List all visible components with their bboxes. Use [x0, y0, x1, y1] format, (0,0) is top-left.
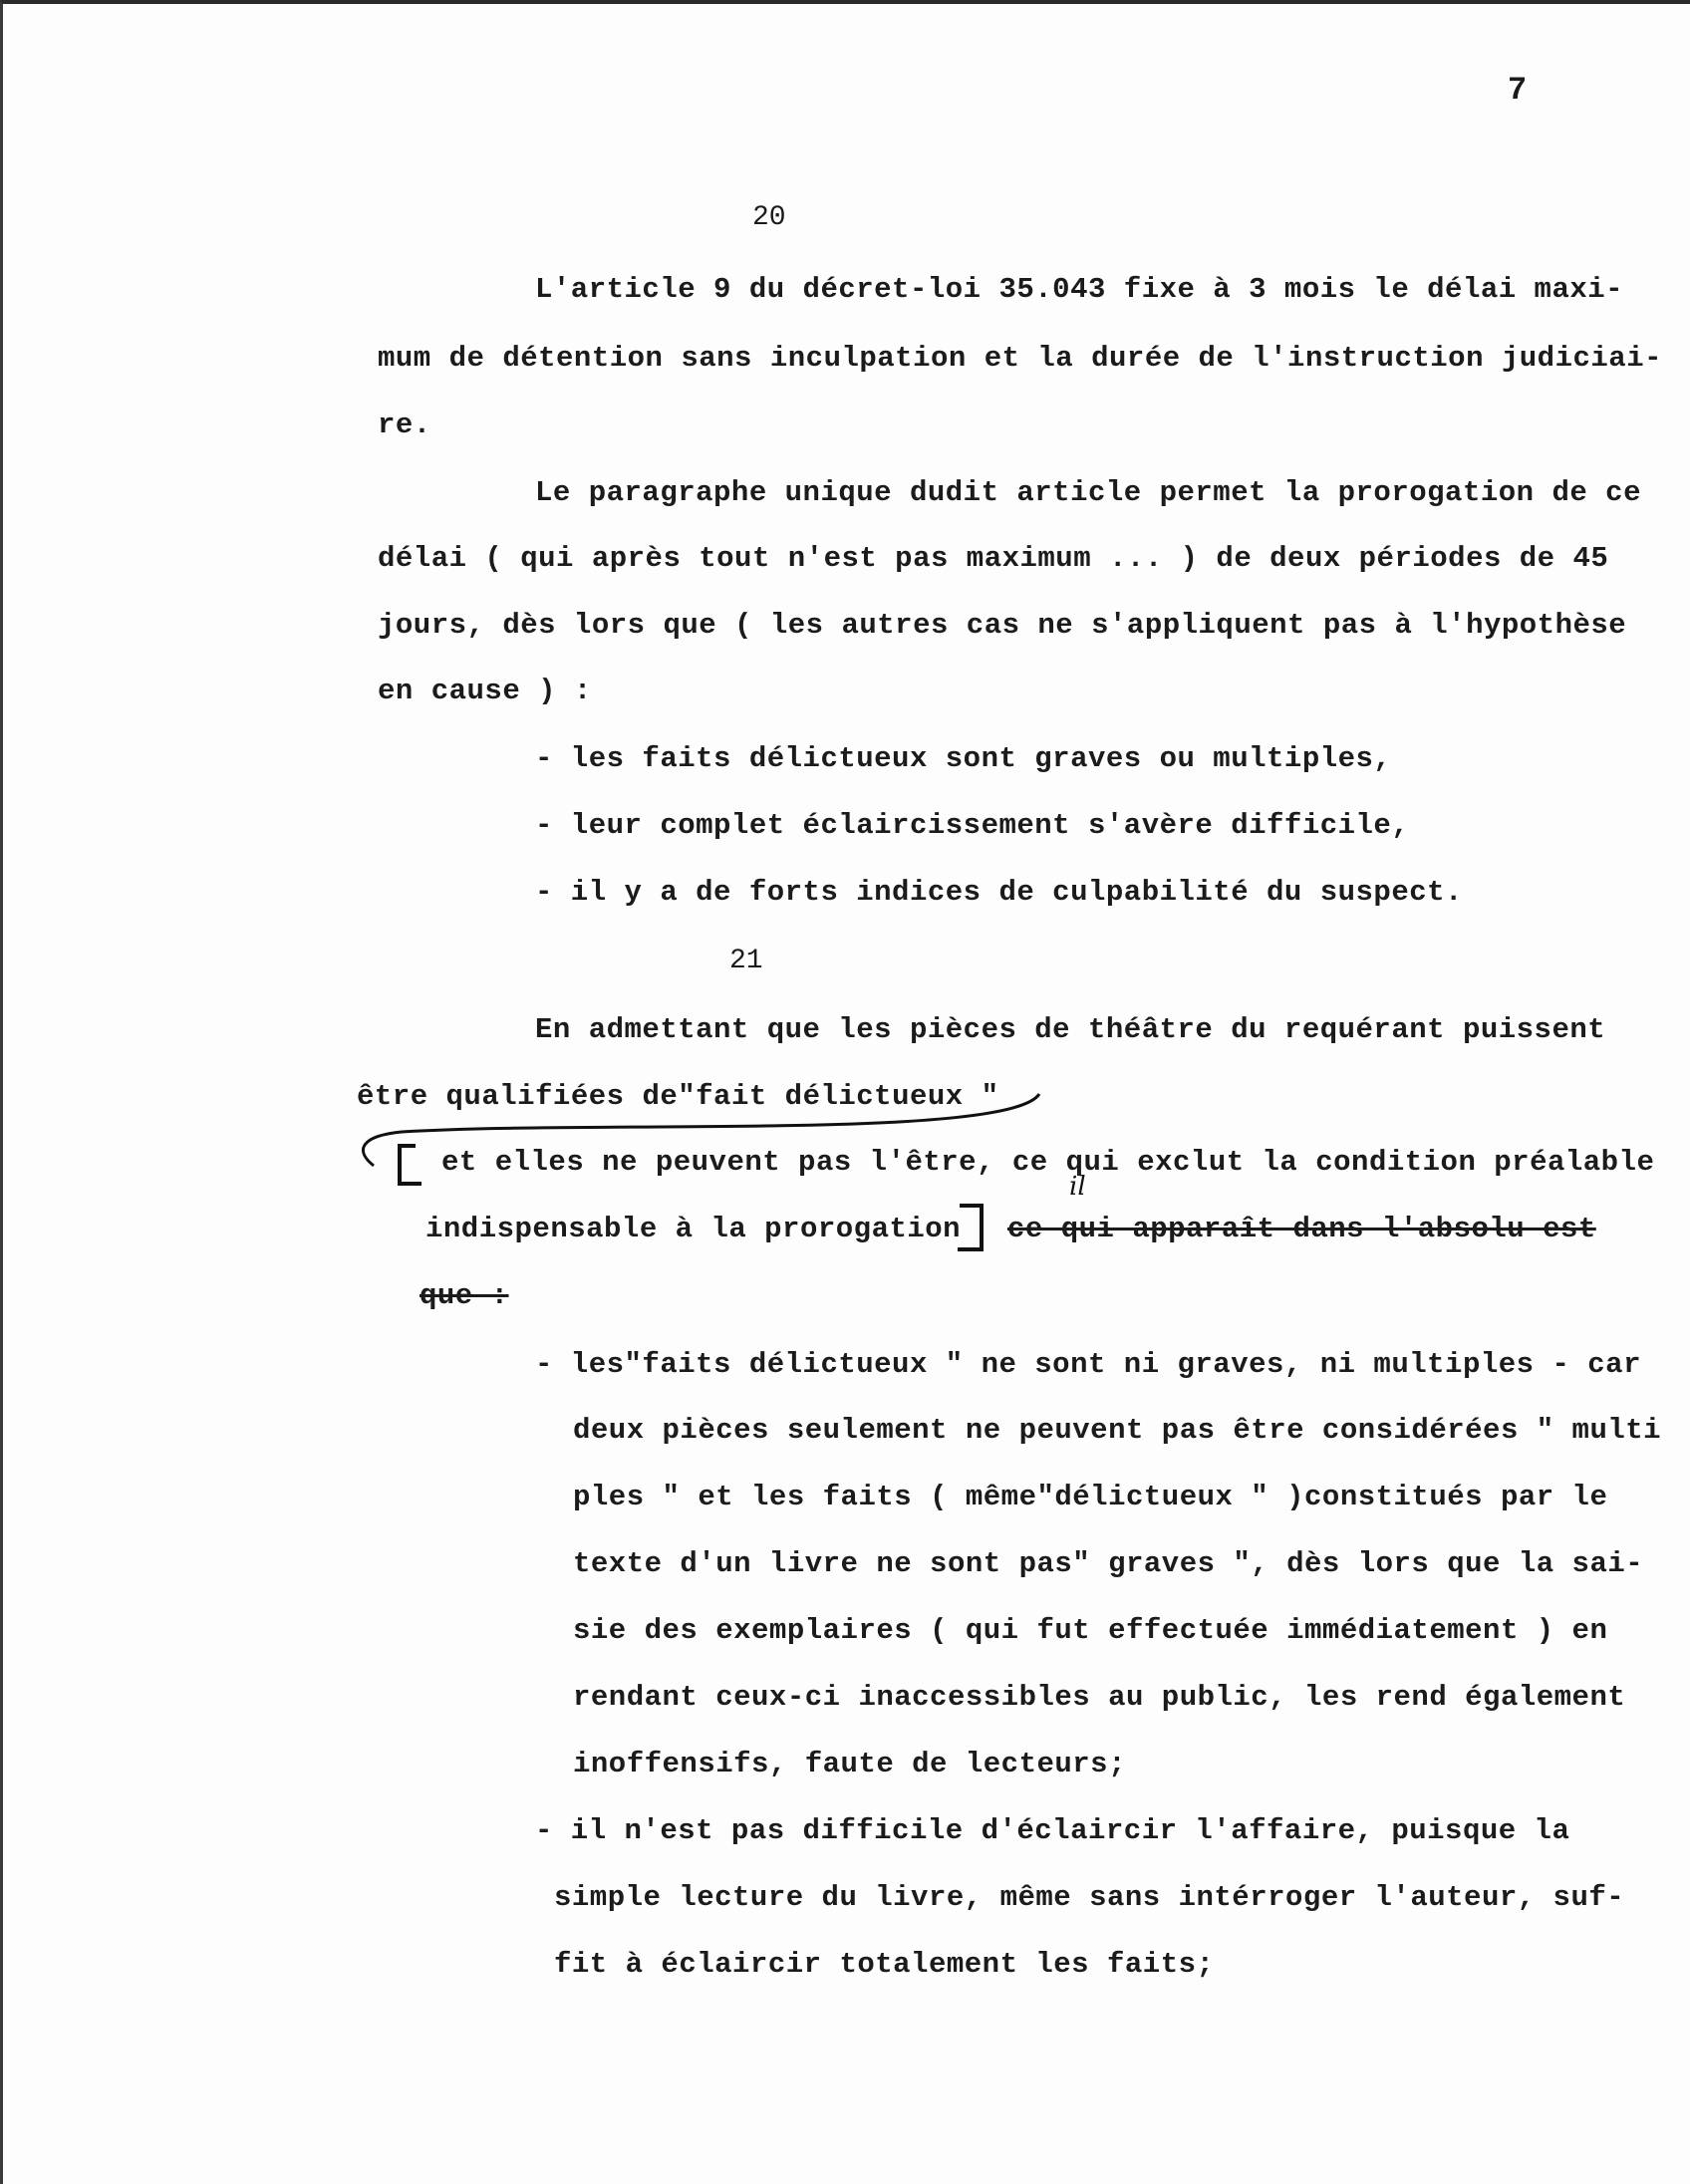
list-item: - il y a de forts indices de culpabilité du suspect. — [535, 876, 1463, 909]
struck-text: ce qui apparaît dans l'absolu est — [1007, 1213, 1596, 1245]
list-item-continuation: rendant ceux-ci inaccessibles au public, les rend également — [573, 1681, 1626, 1714]
list-item: - les"faits délictueux " ne sont ni graves, ni multiples - car — [535, 1348, 1641, 1381]
handwritten-insertion: il — [1069, 1172, 1086, 1202]
inserted-clause: et elles ne peuvent pas l'être, ce qui exclut la condition préalable — [441, 1146, 1655, 1179]
paragraph-line: L'article 9 du décret-loi 35.043 fixe à 3 mois le délai maxi- — [535, 273, 1624, 306]
paragraph-line: re. — [378, 409, 431, 441]
list-item: - il n'est pas difficile d'éclaircir l'affaire, puisque la — [535, 1814, 1570, 1847]
inserted-clause: indispensable à la prorogation — [425, 1213, 962, 1245]
list-item-continuation: ples " et les faits ( même"délictueux " )constitués par le — [573, 1481, 1608, 1513]
struck-text: que : — [420, 1279, 509, 1312]
paragraph-line: être qualifiées de"fait délictueux " — [357, 1080, 999, 1113]
insertion-loop-mark — [363, 1094, 1039, 1166]
handwritten-annotations — [3, 4, 1690, 2184]
section-20-number: 20 — [752, 202, 786, 233]
paragraph-line: mum de détention sans inculpation et la durée de l'instruction judiciai- — [378, 342, 1663, 375]
paragraph-line: En admettant que les pièces de théâtre du requérant puissent — [535, 1013, 1606, 1046]
list-item-continuation: sie des exemplaires ( qui fut effectuée immédiatement ) en — [573, 1614, 1608, 1647]
list-item-continuation: deux pièces seulement ne peuvent pas être considérées " multi — [573, 1414, 1662, 1447]
section-21-number: 21 — [729, 946, 763, 976]
paragraph-line: en cause ) : — [378, 675, 592, 707]
list-item-continuation: simple lecture du livre, même sans intérroger l'auteur, suf- — [554, 1881, 1625, 1914]
list-item: - leur complet éclaircissement s'avère difficile, — [535, 809, 1410, 842]
list-item: - les faits délictueux sont graves ou multiples, — [535, 742, 1392, 775]
list-item-continuation: inoffensifs, faute de lecteurs; — [573, 1748, 1126, 1780]
paragraph-line: jours, dès lors que ( les autres cas ne s'appliquent pas à l'hypothèse — [378, 609, 1627, 642]
list-item-continuation: texte d'un livre ne sont pas" graves ", dès lors que la sai- — [573, 1547, 1644, 1580]
paragraph-line: délai ( qui après tout n'est pas maximum ... ) de deux périodes de 45 — [378, 542, 1609, 575]
list-item-continuation: fit à éclaircir totalement les faits; — [554, 1948, 1215, 1981]
paragraph-line: Le paragraphe unique dudit article permet la prorogation de ce — [535, 476, 1641, 509]
page-number: 7 — [1508, 72, 1528, 109]
closing-bracket-mark — [958, 1206, 982, 1249]
opening-bracket-mark — [400, 1146, 422, 1184]
